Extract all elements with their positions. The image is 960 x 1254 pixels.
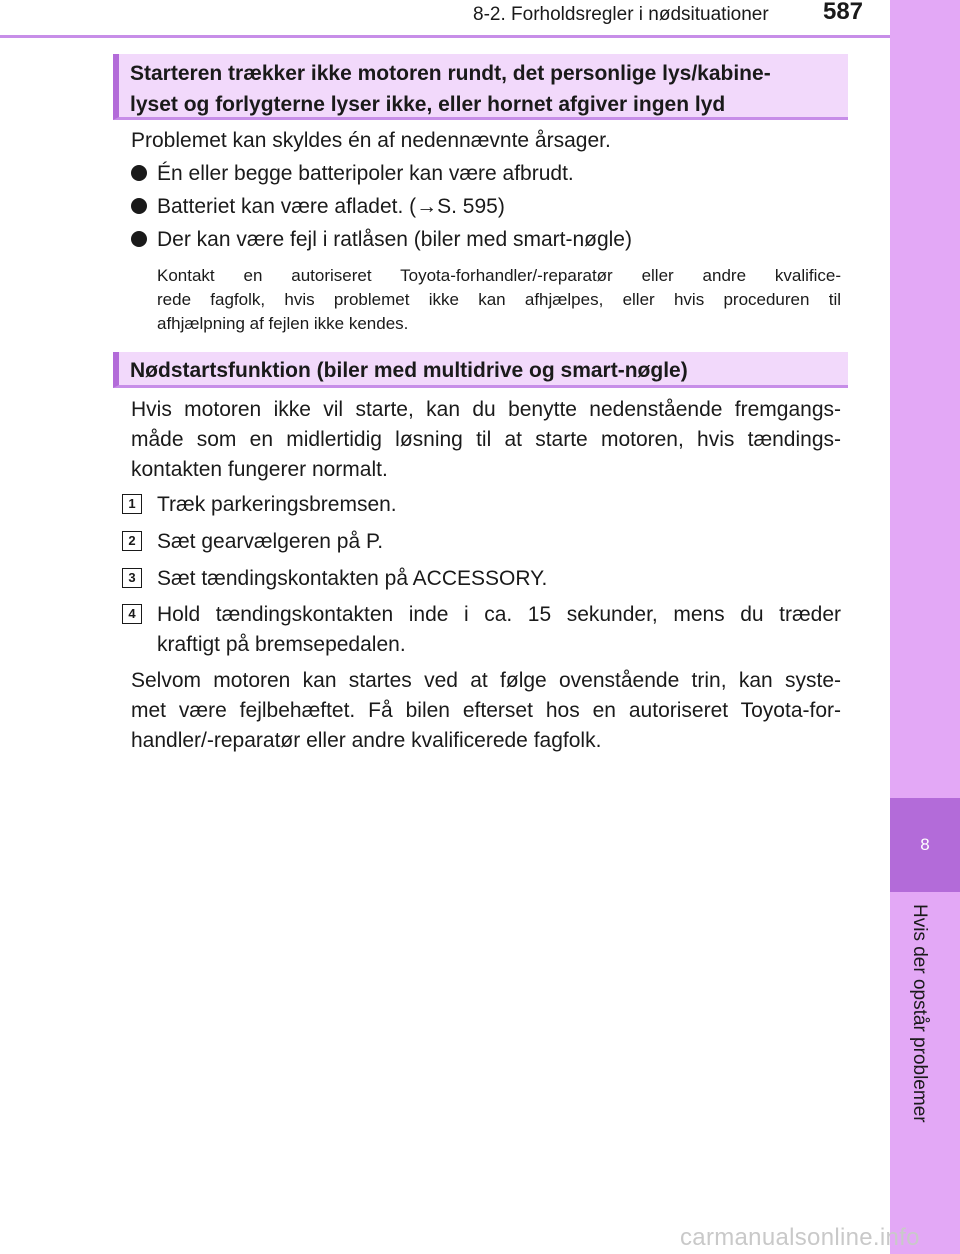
step-number-badge: 1: [122, 494, 142, 514]
page-number: 587: [822, 0, 864, 25]
step-text: Sæt tændingskontakten på ACCESSORY.: [157, 567, 548, 590]
note-line: Kontakt en autoriseret Toyota-forhandler/-reparatør eller andre kvalifice-: [157, 266, 841, 285]
paragraph-line: måde som en midlertidig løsning til at starte motoren, hvis tændings-: [131, 428, 841, 451]
list-item-text: Batteriet kan være afladet. (→S. 595): [157, 195, 505, 218]
paragraph-line: Hvis motoren ikke vil starte, kan du benytte nedenstående fremgangs-: [131, 398, 841, 421]
step-number-badge: 2: [122, 531, 142, 551]
step-line: kraftigt på bremsepedalen.: [157, 633, 406, 656]
list-item: [131, 192, 505, 222]
chapter-title: 8-2. Forholdsregler i nødsituationer: [473, 4, 769, 25]
step-text: [157, 600, 841, 660]
bullet-icon: [131, 198, 147, 214]
section-heading-emergency-start: Nødstartsfunktion (biler med multidrive og smart-nøgle): [113, 352, 848, 388]
step-number-badge: 4: [122, 604, 142, 624]
list-item: [131, 225, 632, 255]
list-item: [131, 159, 574, 189]
list-item-text: Én eller begge batteripoler kan være afbrudt.: [157, 162, 574, 185]
watermark: carmanualsonline.info: [680, 1224, 920, 1251]
section-intro: [131, 395, 841, 485]
paragraph-line: kontakten fungerer normalt.: [131, 458, 388, 481]
step-line: Hold tændingskontakten inde i ca. 15 sekunder, mens du træder: [157, 603, 841, 626]
paragraph-line: handler/-reparatør eller andre kvalificerede fagfolk.: [131, 729, 602, 752]
side-tab-chapter-number[interactable]: 8: [890, 798, 960, 892]
step-text: Træk parkeringsbremsen.: [157, 493, 397, 516]
note-paragraph: [157, 264, 841, 336]
note-line: afhjælpning af fejlen ikke kendes.: [157, 314, 409, 333]
paragraph-line: Selvom motoren kan startes ved at følge ovenstående trin, kan syste-: [131, 669, 841, 692]
section-heading-line: lyset og forlygterne lyser ikke, eller hornet afgiver ingen lyd: [130, 93, 726, 116]
header-rule: [0, 35, 890, 38]
side-tab-chapter-label: Hvis der opstår problemer: [909, 904, 930, 1123]
bullet-icon: [131, 231, 147, 247]
section-heading-starter: [113, 54, 848, 120]
paragraph-line: met være fejlbehæftet. Få bilen efterset hos en autoriseret Toyota-for-: [131, 699, 841, 722]
bullet-icon: [131, 165, 147, 181]
note-line: rede fagfolk, hvis problemet ikke kan afhjælpes, eller hvis proceduren til: [157, 290, 841, 309]
step-text: Sæt gearvælgeren på P.: [157, 530, 384, 553]
section-outro: [131, 666, 841, 756]
step-number-badge: 3: [122, 568, 142, 588]
section-intro: Problemet kan skyldes én af nedennævnte årsager.: [131, 129, 611, 152]
section-heading-line: Starteren trækker ikke motoren rundt, det personlige lys/kabine-: [130, 62, 771, 85]
list-item-text: Der kan være fejl i ratlåsen (biler med smart-nøgle): [157, 228, 632, 251]
